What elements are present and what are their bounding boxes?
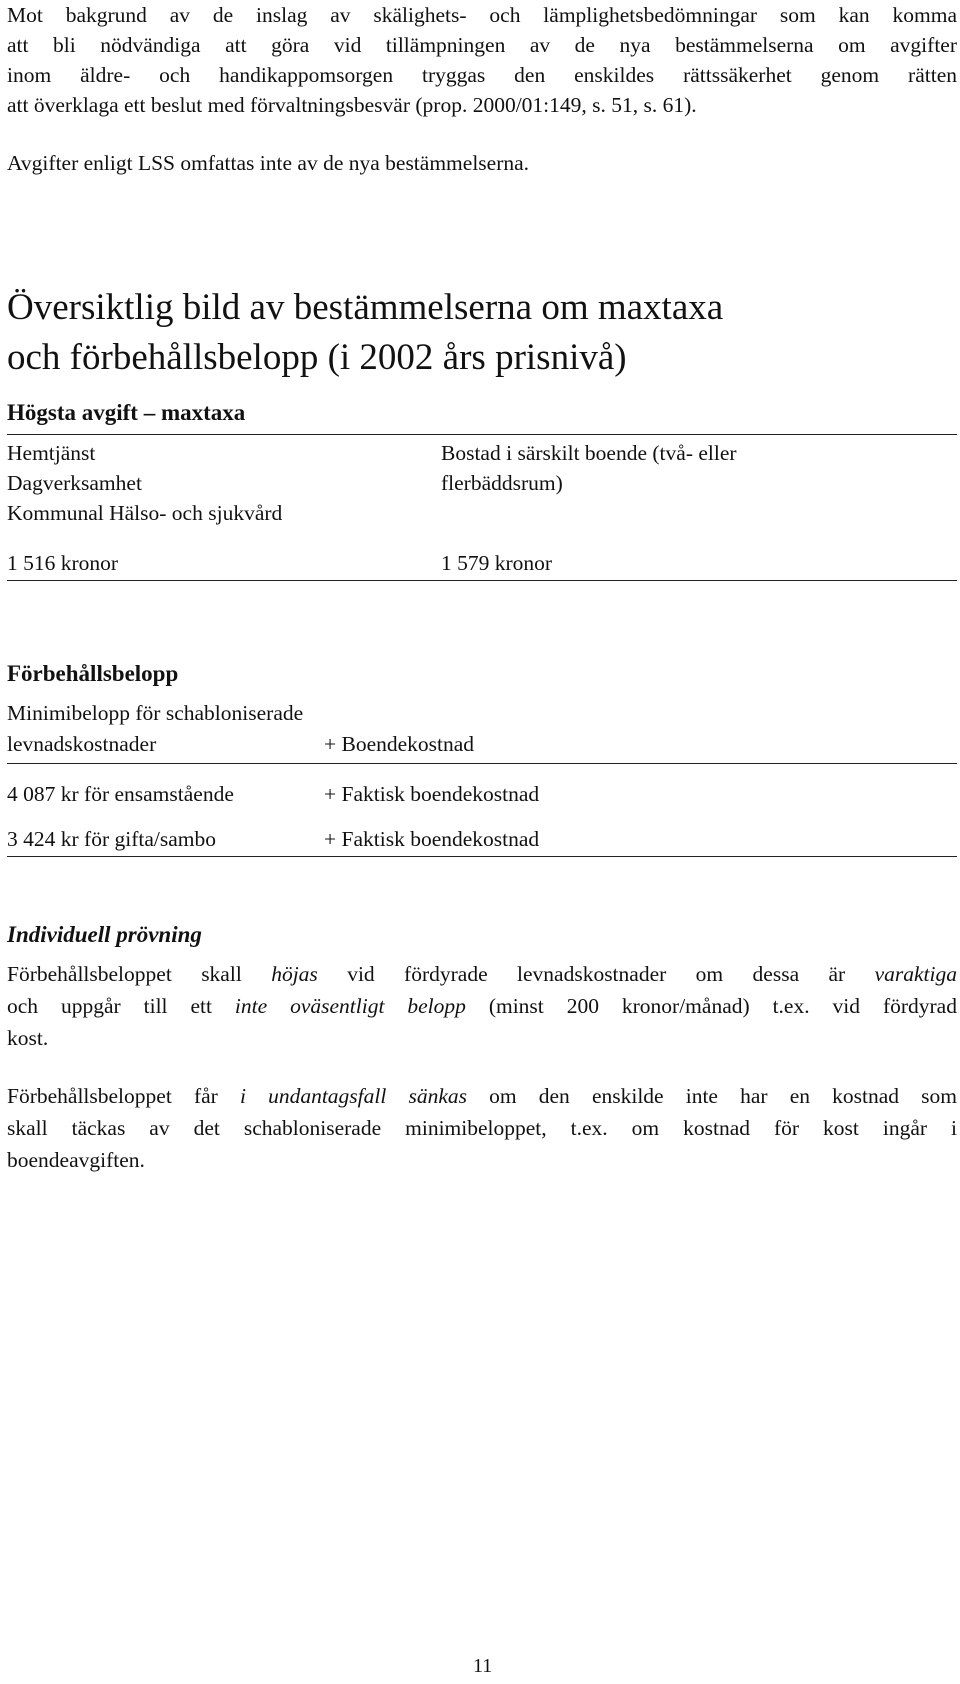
text-run: och uppgår till ett [7, 994, 235, 1018]
paragraph-line: kost. [7, 1026, 49, 1050]
overview-heading [7, 283, 723, 383]
paragraph-line [7, 958, 957, 990]
amount-ensamstaende: 4 087 kr för ensamstående [7, 782, 234, 806]
amount-gifta-sambo: 3 424 kr för gifta/sambo [7, 827, 216, 851]
intro-line: att överklaga ett beslut med förvaltningsbesvär (prop. 2000/01:149, s. 51, s. 61). [7, 93, 697, 117]
intro-line: inom äldre- och handikappomsorgen tryggas den enskildes rättssäkerhet genom rätten [7, 63, 957, 87]
intro-line: att bli nödvändiga att göra vid tillämpningen av de nya bestämmelserna om avgifter [7, 33, 957, 57]
overview-heading-line-2: och förbehållsbelopp (i 2002 års prisnivå) [7, 337, 627, 378]
individuell-paragraph-2 [7, 1080, 957, 1176]
paragraph-line [7, 1080, 957, 1112]
emphasis-undantagsfall: i undantagsfall sänkas [239, 1084, 467, 1108]
service-sarskilt-boende-line-2: flerbäddsrum) [441, 471, 563, 495]
minimibelopp-label-line-2: levnadskostnader [7, 732, 157, 756]
maxtaxa-top-rule [7, 434, 957, 435]
emphasis-varaktiga: varaktiga [874, 962, 958, 986]
housing-gifta-sambo: + Faktisk boendekostnad [324, 827, 540, 851]
paragraph-line [7, 990, 957, 1022]
text-run: om den enskilde inte har en kostnad som [467, 1084, 957, 1108]
boendekostnad-label: + Boendekostnad [324, 732, 475, 756]
emphasis-hojas: höjas [271, 962, 318, 986]
forbehall-header-rule [7, 763, 957, 764]
intro-line: Mot bakgrund av de inslag av skälighets- och lämplighetsbedömningar som kan komma [7, 3, 957, 27]
emphasis-belopp: inte oväsentligt belopp [234, 994, 466, 1018]
maxtaxa-amount-left: 1 516 kronor [7, 551, 119, 575]
intro-paragraph [7, 0, 957, 120]
individuell-provning-heading: Individuell prövning [7, 922, 202, 947]
service-halso-sjukvard: Kommunal Hälso- och sjukvård [7, 501, 283, 525]
individuell-paragraph-1 [7, 958, 957, 1054]
text-run: Förbehållsbeloppet får [7, 1084, 240, 1108]
paragraph-line: skall täckas av det schabloniserade minimibeloppet, t.ex. om kostnad för kost ingår i [7, 1116, 957, 1140]
lss-note: Avgifter enligt LSS omfattas inte av de nya bestämmelserna. [7, 151, 530, 175]
service-sarskilt-boende-line-1: Bostad i särskilt boende (två- eller [441, 441, 737, 465]
paragraph-line: boendeavgiften. [7, 1148, 145, 1172]
maxtaxa-heading: Högsta avgift – maxtaxa [7, 400, 246, 425]
forbehall-bottom-rule [7, 856, 957, 857]
housing-ensamstaende: + Faktisk boendekostnad [324, 782, 540, 806]
minimibelopp-label-line-1: Minimibelopp för schabloniserade [7, 701, 304, 725]
maxtaxa-amount-right: 1 579 kronor [441, 551, 553, 575]
overview-heading-line-1: Översiktlig bild av bestämmelserna om maxtaxa [7, 287, 724, 328]
service-hemtjanst: Hemtjänst [7, 441, 96, 465]
text-run: (minst 200 kronor/månad) t.ex. vid fördyrad [465, 994, 957, 1018]
page-number: 11 [473, 1655, 493, 1677]
service-dagverksamhet: Dagverksamhet [7, 471, 142, 495]
maxtaxa-bottom-rule [7, 580, 957, 581]
text-run: Förbehållsbeloppet skall [7, 962, 272, 986]
text-run: vid fördyrade levnadskostnader om dessa är [317, 962, 875, 986]
forbehall-heading: Förbehållsbelopp [7, 661, 179, 686]
